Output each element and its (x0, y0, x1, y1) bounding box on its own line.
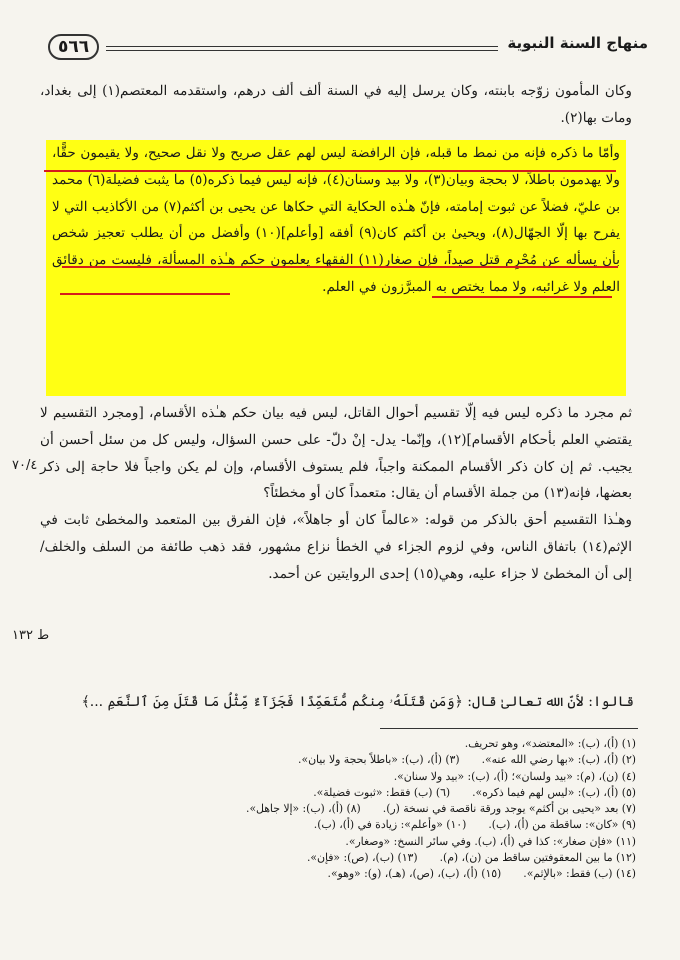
footnote: (٣) (أ)، (ب): «باطلاً بحجة ولا بيان». (298, 753, 460, 767)
footnote: (١٢) ما بين المعقوفتين ساقط من (ن)، (م). (439, 851, 636, 865)
footnote: (٢) (أ)، (ب): «بها رضي الله عنه». (481, 753, 636, 767)
footnote-row (40, 801, 636, 817)
book-title: منهاج السنة النبوية (507, 34, 648, 52)
footnote-row (40, 866, 636, 882)
footnotes (40, 736, 636, 883)
paragraph-3a-text: ثم مجرد ما ذكره ليس فيه إلّا تقسيم أحوال القاتل، ليس فيه بيان حكم هـٰذه الأقسام، [ومجرد التقسيم لا يقتضي العلم بأحكام الأقسام](١٢)، وإنّما- يدل- إنْ دلّ- على حسن السؤال، وليس كل من سئل أحسن أن يجيب. ثم إن كان ذكر الأقسام الممكنة واجباً، فلم يستوف الأقسام، وإن لم يكن واجباً فلا حاجة إلى ذكر بعضها، فإنه(١٣) من جملة الأقسام أن يقال: متعمداً كان أو مخطئاً؟ (40, 405, 632, 502)
margin-note: ٧٠/٤ (12, 458, 38, 473)
red-underline (432, 296, 612, 298)
paragraph-1-text: وكان المأمون زوّجه بابنته، وكان يرسل إليه في السنة ألف ألف درهم، واستقدمه المعتصم(١) إلى بغداد، ومات بها(٢). (40, 83, 632, 126)
red-underline (62, 266, 618, 268)
footnote-separator (380, 728, 638, 729)
footnote: (١٥) (أ)، (ب)، (ص)، (هـ)، (و): «وهو». (327, 867, 502, 881)
footnote: (٤) (ن)، (م): «بيد ولسان»؛ (أ)، (ب): «بيد ولا سنان». (393, 769, 636, 783)
page-number: ٥٦٦ (48, 34, 99, 60)
footnote: (١) (أ)، (ب): «المعتضد»، وهو تحريف. (464, 737, 636, 750)
footnote: (٨) (أ)، (ب): «إلا جاهل». (246, 802, 361, 816)
footnote: (١٣) (ب)، (ص): «فإن». (307, 851, 418, 865)
footnote-row (40, 817, 636, 833)
margin-note: ط ١٣٢ (12, 628, 50, 643)
footnote: (٥) (أ)، (ب): «ليس لهم فيما ذكره». (472, 785, 636, 799)
paragraph-3 (40, 400, 632, 588)
red-underline (44, 170, 616, 172)
footnote: (٧) بعد «يحيى بن أكثم» يوجد ورقة ناقصة في نسخة (ر). (382, 802, 636, 816)
footnote-row (40, 769, 636, 785)
paragraph-3b-text: وهـٰذا التقسيم أحق بالذكر من قوله: «عالماً كان أو جاهلاً»، فإن الفرق بين المتعمد والمخطئ ثابت في الإثم(١٤) باتفاق الناس، وفي لزوم الجزاء في الخطأ نزاع مشهور، فقد ذهب طائفة من السلف والخلف/ إلى أن المخطئ لا جزاء عليه، وهي(١٥) إحدى الروايتين عن أحمد. (40, 512, 632, 582)
footnote: (٦) (ب) فقط: «ثبوت فضيلة». (313, 785, 451, 799)
highlighted-paragraph-text: وأمّا ما ذكره فإنه من نمط ما قبله، فإن الرافضة ليس لهم عقل صريح ولا نقل صحيح، ولا يقيمون حقًّا، ولا يهدمون باطلاً، لا بحجة وبيان(٣)، ولا بيد وسنان(٤)، فإنه ليس فيما ذكره(٥) ما يثبت فضيلة(٦) محمد بن عليّ، فضلاً عن ثبوت إمامته، فإنّ هـٰذه الحكاية التي حكاها عن يحيى بن أكثم(٧) من الأكاذيب التي لا يفرح بها إلّا الجهّال(٨)، ويحيىٰ بن أكثم كان(٩) أفقه [وأعلم](١٠) وأفضل من أن يطلب تعجيز شخص بأن يسأله عن مُحْرِم قتل صيداً، فإن صغار(١١) الفقهاء يعلمون حكم هـٰذه المسألة، فليست من دقائق العلم ولا غرائبه، ولا مما يختص به المبرَّزون في العلم. (52, 145, 621, 295)
footnote-row (40, 850, 636, 866)
footnote-row (40, 785, 636, 801)
footnote: (١٤) (ب) فقط: «بالإثم». (523, 867, 636, 881)
footnote-row (40, 752, 636, 768)
footnote-row (40, 736, 636, 752)
footnote: (١٠) «وأعلم»: زيادة في (أ)، (ب). (313, 818, 467, 832)
red-underline (60, 293, 230, 295)
footnote: (٩) «كان»: ساقطة من (أ)، (ب). (488, 818, 636, 832)
footnote-row (40, 834, 636, 850)
footnote: (١١) «فإن صغار»: كذا في (أ)، (ب). وفي سائر النسخ: «وصغار». (345, 834, 636, 848)
page-header (36, 34, 648, 64)
highlighted-paragraph (46, 140, 626, 396)
paragraph-1 (40, 78, 632, 132)
quran-quote-line: قالوا: لأنّ الله تعالىٰ قال: ﴿وَمَن قَتَلَهُۥ مِنكُم مُّتَعَمِّدًا فَجَزَآءٌ مِّثْلُ مَا قَتَلَ مِنَ ٱلنَّعَمِ ...﴾ (81, 694, 634, 710)
header-rule (106, 46, 498, 51)
